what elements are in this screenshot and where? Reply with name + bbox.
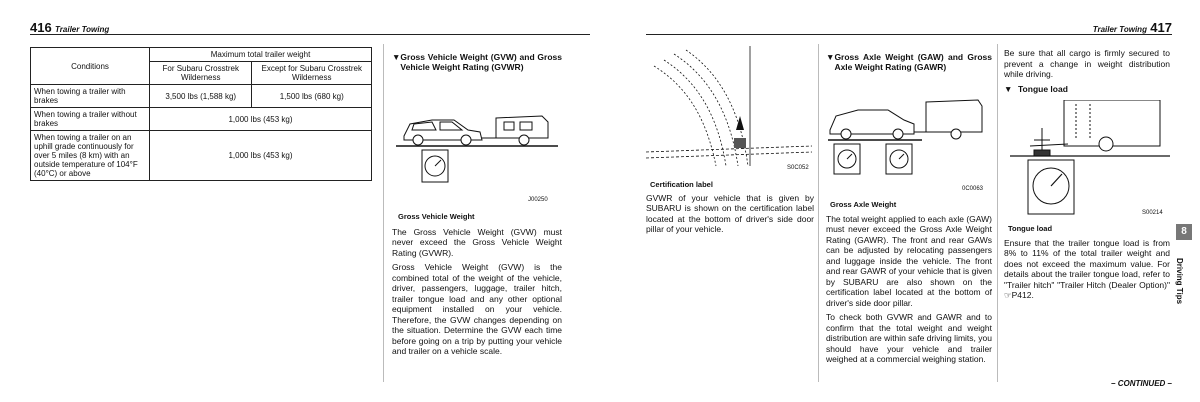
- column-divider: [383, 44, 384, 382]
- section-title: Trailer Towing: [1092, 25, 1147, 34]
- left-header: [30, 20, 109, 34]
- max-weight-header: Maximum total trailer weight: [150, 48, 372, 62]
- rear-axle-gauge: [886, 144, 912, 174]
- row-value: 1,500 lbs (680 kg): [252, 85, 372, 108]
- scale-gauge: [422, 150, 448, 182]
- triangle-bullet-icon: ▼: [826, 52, 835, 62]
- gvw-figure: [392, 108, 564, 206]
- header-rule: [30, 34, 590, 35]
- figure-caption: Tongue load: [1008, 224, 1053, 233]
- sub-header-wilderness: For Subaru Crosstrek Wilderness: [150, 62, 252, 85]
- car-drawing: [830, 110, 914, 139]
- figure-caption: Certification label: [650, 180, 713, 189]
- car-drawing: [404, 120, 482, 145]
- chapter-label: Driving Tips: [1175, 258, 1184, 305]
- gaw-section: [826, 52, 992, 72]
- figure-code: J00250: [528, 197, 548, 203]
- cargo-note: Be sure that all cargo is firmly secured to prevent a change in weight distribution while driving.: [1004, 48, 1170, 79]
- triangle-bullet-icon: ▼: [1004, 83, 1013, 94]
- gaw-heading: ▼ Gross Axle Weight (GAW) and Gross Axle Weight Rating (GAWR): [826, 52, 992, 72]
- figure-code: S0C052: [787, 165, 809, 171]
- row-condition: When towing a trailer without brakes: [31, 108, 150, 131]
- gaw-paragraph-1: The total weight applied to each axle (GAW) must never exceed the Gross Axle Weight Rating (GAWR). The front and rear GAWs can be adjusted by relocating passengers and luggage inside the vehicle. The front and rear GAWR of your vehicle that is given by SUBARU are also shown on the certification label located at the bottom of driver's side door pillar.: [826, 213, 992, 308]
- certification-label-icon: [734, 116, 746, 148]
- right-header: [1093, 20, 1172, 34]
- gvw-heading: ▼ Gross Vehicle Weight (GVW) and Gross Vehicle Weight Rating (GVWR): [392, 52, 562, 72]
- figure-caption: Gross Vehicle Weight: [398, 212, 475, 221]
- certification-figure: [646, 46, 812, 174]
- tongue-section: [1004, 48, 1170, 94]
- gaw-figure: [826, 90, 992, 186]
- front-axle-gauge: [834, 144, 860, 174]
- chapter-tab: 8: [1176, 224, 1192, 240]
- page-number: 416: [30, 20, 52, 35]
- sub-header-other: Except for Subaru Crosstrek Wilderness: [252, 62, 372, 85]
- gvw-paragraph-2: Gross Vehicle Weight (GVW) is the combined total of the weight of the vehicle, driver, passengers, luggage, trailer hitch, trailer tongue load and any other optional equipment installed on your vehicle. Therefore, the GVW changes depending on the situation. Determine the GVW each time before going on a trip by putting your vehicle and trailer on a vehicle scale.: [392, 262, 562, 356]
- triangle-bullet-icon: ▼: [392, 52, 401, 62]
- row-condition: When towing a trailer on an uphill grade continuously for over 5 miles (8 km) with an outside temperature of 104°F (40°C) or above: [31, 131, 150, 181]
- tongue-heading: ▼ Tongue load: [1004, 83, 1068, 94]
- conditions-header: Conditions: [31, 48, 150, 85]
- trailer-drawing: [1030, 100, 1160, 151]
- door-pillar-drawing: [646, 46, 812, 166]
- gaw-paragraph-2: To check both GVWR and GAWR and to confirm that the total weight and weight distribution are within safe driving limits, you should have your vehicle and trailer weighed at a commercial weighing station.: [826, 312, 992, 364]
- trailer-drawing: [482, 116, 548, 145]
- column-divider: [997, 44, 998, 382]
- trailer-weight-table: [30, 47, 372, 181]
- tongue-scale-gauge: [1028, 160, 1074, 214]
- gvw-paragraph-1: The Gross Vehicle Weight (GVW) must never exceed the Gross Vehicle Weight Rating (GVWR).: [392, 226, 562, 258]
- tongue-figure: [1010, 100, 1170, 216]
- tongue-body: [1004, 224, 1170, 305]
- row-value: 3,500 lbs (1,588 kg): [150, 85, 252, 108]
- trailer-drawing: [914, 100, 982, 139]
- gvw-body: [392, 212, 562, 361]
- gaw-body: [826, 200, 992, 369]
- header-rule: [646, 34, 1172, 35]
- gvw-section: [392, 52, 562, 72]
- row-value: 1,000 lbs (453 kg): [150, 108, 372, 131]
- figure-code: S00214: [1142, 210, 1163, 216]
- column-divider: [818, 44, 819, 382]
- hitch-jack: [1034, 128, 1050, 156]
- certification-text: GVWR of your vehicle that is given by SUBARU is shown on the certification label located at the bottom of driver's side door pillar of your vehicle.: [646, 192, 814, 234]
- section-title: Trailer Towing: [55, 25, 110, 34]
- tongue-text: Ensure that the trailer tongue load is from 8% to 11% of the total trailer weight and does not exceed the maximum value. For details about the trailer tongue load, refer to "Trailer hitch" "Trailer Hitch (Dealer Option)" ☞P412.: [1004, 237, 1170, 300]
- continued-label: – CONTINUED –: [1111, 379, 1172, 388]
- figure-code: 0C0063: [962, 186, 984, 192]
- figure-caption: Gross Axle Weight: [830, 200, 897, 209]
- row-value: 1,000 lbs (453 kg): [150, 131, 372, 181]
- row-condition: When towing a trailer with brakes: [31, 85, 150, 108]
- page-number: 417: [1150, 20, 1172, 35]
- certification-section: [646, 180, 814, 239]
